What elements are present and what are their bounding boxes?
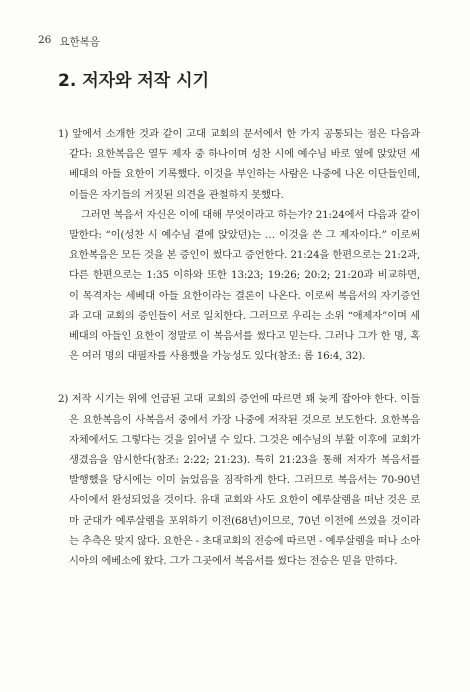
body-text [58, 124, 420, 571]
paragraph-date: 2) 저작 시기는 위에 언급된 고대 교회의 증언에 따르면 꽤 늦게 잡아야 한다. 이들은 요한복음이 사복음서 중에서 가장 나중에 저작된 것으로 보도한다. 요한복음 자체에서도 그렇다는 것을 읽어낼 수 있다. 그것은 예수님의 부활 이후에 교회가 생겼음을 암시한다(참조: 2:22; 21:23). 특히 21:23을 통해 저자가 복음서를 발행했을 당시에는 이미 늙었음을 짐작하게 한다. 그러므로 복음서는 70-90년 사이에서 완성되었을 것이다. 유대 교회와 사도 요한이 예루살렘을 떠난 것은 로마 군대가 예루살렘을 포위하기 이전(68년)이므로, 70년 이전에 쓰였을 것이라는 추측은 맞지 않다. 요한은 - 초대교회의 전승에 따르면 - 예루살렘을 떠나 소아시아의 에베소에 왔다. 그가 그곳에서 복음서를 썼다는 전승은 믿을 만하다. [58, 393, 420, 568]
section-title: 2. 저자와 저작 시기 [58, 71, 209, 91]
book-title: 요한복음 [59, 36, 100, 48]
paragraph-gap [58, 366, 420, 389]
running-head [38, 34, 100, 49]
paragraph-authorship: 1) 앞에서 소개한 것과 같이 고대 교회의 문서에서 한 가지 공통되는 점은 다음과 같다: 요한복음은 열두 제자 중 하나이며 성찬 시에 예수님 바로 옆에 앉았던 세베대의 아들 요한이 기록했다. 이것을 부인하는 사람은 나중에 나온 이단들인데, 이들은 자기들의 거짓된 의견을 관철하지 못했다. [58, 128, 420, 201]
page-number: 26 [38, 34, 52, 46]
paragraph-self-testimony: 그러면 복음서 자신은 이에 대해 무엇이라고 하는가? 21:24에서 다음과 같이 말한다: “이(성찬 시 예수님 곁에 앉았던)는 … 이것을 쓴 그 제자이다.” 이로써 요한복음은 모든 것을 본 증인이 썼다고 증언한다. 21:24을 한편으로는 21:2과, 다른 한편으로는 1:35 이하와 또한 13:23; 19:26; 20:2; 21:20과 비교하면, 이 목격자는 세베대 아들 요한이라는 결론이 나온다. 이로써 복음서의 자기증언과 고대 교회의 증인들이 서로 일치한다. 그러므로 우리는 소위 “애제자”이며 세베대의 아들인 요한이 정말로 이 복음서를 썼다고 믿는다. 그러나 그가 한 명, 혹은 여러 명의 대필자를 사용했을 가능성도 있다(참조: 롬 16:4, 32). [69, 208, 420, 363]
